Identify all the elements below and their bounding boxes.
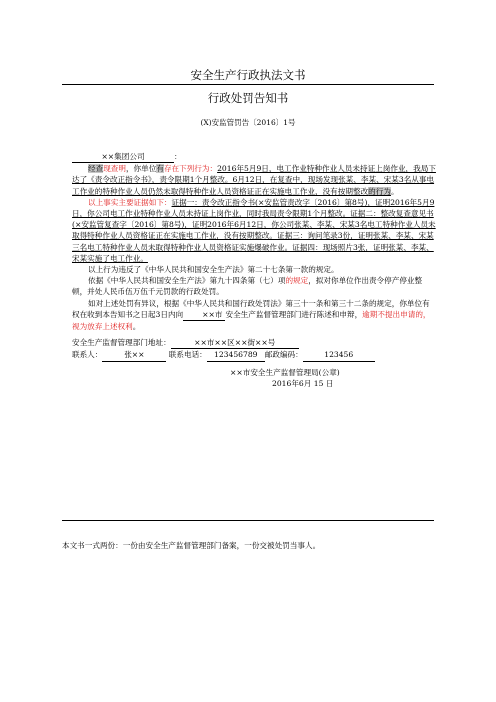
facts-text2: 2016年5月9日，电工作业特种作业人员未持证上岗作业，我局下达了《责令改正指令书》，责令限期1个月整改。6月12日，在复查中，现场发现张某、李某、宋某3名从事电工作业的特种作业人员仍然未取得特种作业人员资格证正在实施电工作业，没有按期整改 <box>72 164 436 196</box>
facts-highlight2: 有 <box>156 164 164 174</box>
signature-org: ××市安全生产监督管理局(公章) <box>230 367 340 377</box>
penalty-text1: 依据《中华人民共和国安全生产法》第九十四条第（七）项 <box>88 276 286 286</box>
person-label: 联系人： <box>72 350 103 360</box>
signature-date: 2016年6月 15 日 <box>272 378 334 388</box>
person-value: 张×× <box>102 349 166 361</box>
address-line <box>72 337 436 349</box>
penalty-paragraph <box>72 275 436 297</box>
phone-value: 123456789 <box>207 349 265 361</box>
penalty-red: 的规定 <box>285 276 309 286</box>
address-label: 安全生产监督管理部门地址： <box>72 338 171 348</box>
facts-end: 。 <box>390 186 399 196</box>
recipient-name: ××集团公司 <box>72 151 174 163</box>
evidence-text: 证据一：责令改正指令书(×安监管责改字〔2016〕第8号)，证明2016年5月9日，你公司电工作业特种作业人员未持证上岗作业，同时我局责令限期1个月整改。证据二：整改复查意见书(×安监管复查字〔2016〕第8号)，证明2016年6月12日，你公司张某、李某、宋某3名电工特种作业人员未取得特种作业人员资格证正在实施电工作业，没有按期整改。证据三：询问笔录3份，证明张某、李某、宋某三名电工特种作业人员未取得特种作业人员资格证实施爆破作业。证据四：现场照片3张，证明张某、李某、宋某实施了电工作业。 <box>72 197 436 263</box>
recipient-line <box>72 151 436 163</box>
address-value: ××市××区××街××号 <box>171 337 299 349</box>
footer-note: 本文书一式两份：一份由安全生产监督管理部门备案，一份交被处罚当事人。 <box>62 541 321 550</box>
appeal-end: 。 <box>132 322 141 332</box>
facts-text1: ，你单位 <box>125 164 157 174</box>
header-title: 安全生产行政执法文书 <box>190 68 306 82</box>
facts-lead-highlight: 经查 <box>88 164 104 174</box>
facts-red2: 存在下列行为： <box>163 164 218 174</box>
appeal-red: 逾期不提出申请的，视为放弃上述权利 <box>72 309 431 332</box>
appeal-paragraph <box>72 298 436 333</box>
penalty-text2: ，拟对你单位作出责令停产停业整顿，并处人民币伍万伍千元罚款的行政处罚。 <box>72 276 423 297</box>
zip-label: 邮政编码： <box>264 350 303 360</box>
doc-number: (X)安监管罚告〔2016〕1号 <box>200 118 296 127</box>
evidence-paragraph <box>72 197 436 264</box>
evidence-lead-red: 以上事实主要证据如下： <box>88 197 172 207</box>
contact-line <box>72 349 436 361</box>
appeal-text2: 安全生产监督管理部门进行陈述和申辩， <box>225 309 363 319</box>
phone-label: 联系电话： <box>168 350 207 360</box>
appeal-blank: ××市 <box>183 309 225 321</box>
violation-paragraph: 以上行为违反了《中华人民共和国安全生产法》第二十七条第一款的规定。 <box>88 265 339 275</box>
zip-value: 123456 <box>303 349 375 361</box>
facts-highlight3: 的行为 <box>368 186 391 196</box>
facts-lead-red: 现查明 <box>103 164 126 174</box>
footer-rule <box>62 520 434 521</box>
appeal-text1: 如对上述处罚有异议，根据《中华人民共和国行政处罚法》第三十一条和第三十二条的规定，你单位有权在收到本告知书之日起3日内向 <box>72 298 430 319</box>
doc-title: 行政处罚告知书 <box>207 91 289 105</box>
recipient-suffix: ： <box>174 152 182 161</box>
header-rule <box>62 84 434 85</box>
facts-paragraph <box>72 163 436 197</box>
document-body <box>72 151 436 389</box>
